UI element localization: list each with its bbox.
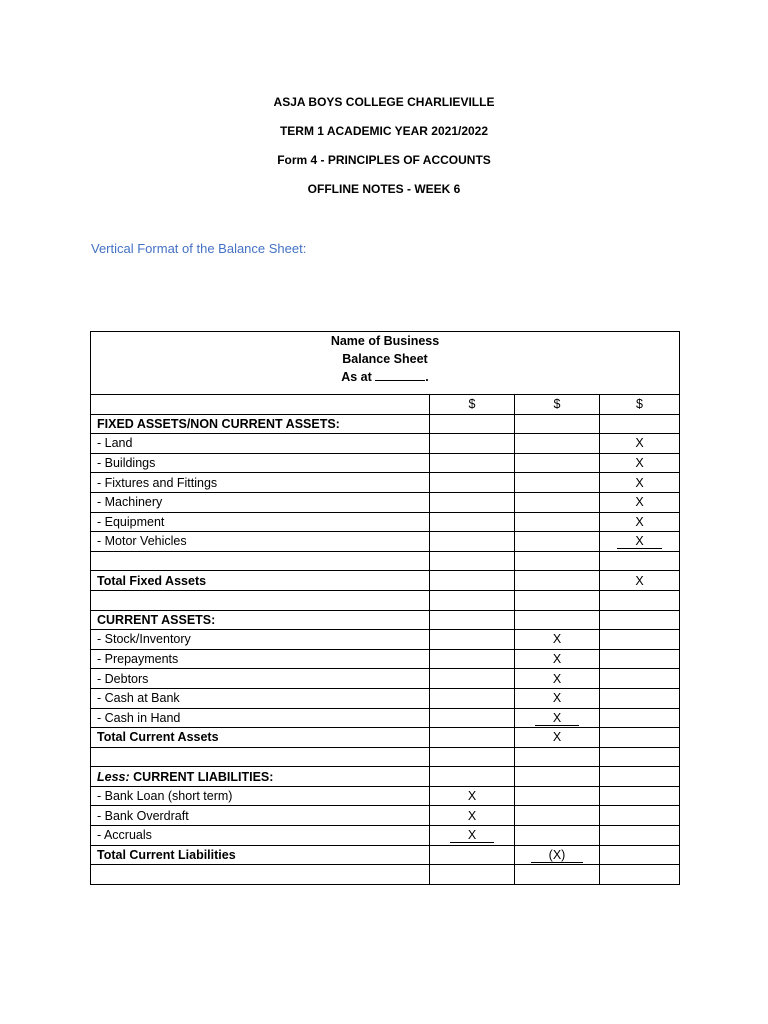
total-current-assets-label: Total Current Assets [91,728,430,748]
less-prefix: Less: [97,769,130,784]
row-mark: X [515,669,600,689]
table-row [91,708,680,728]
row-label: - Machinery [91,492,430,512]
spacer-row [91,747,680,767]
row-mark: X [430,806,515,826]
row-label: - Accruals [91,826,430,846]
table-row [91,512,680,532]
table-row [91,473,680,493]
table-row [91,728,680,748]
current-assets-heading: CURRENT ASSETS: [91,610,430,630]
title-cell [91,332,680,395]
row-label: - Land [91,434,430,454]
row-label: - Equipment [91,512,430,532]
form-line: Form 4 - PRINCIPLES OF ACCOUNTS [277,153,491,167]
row-mark-underlined: X [535,711,579,726]
currency-row [91,395,680,415]
table-row [91,669,680,689]
row-label: - Cash at Bank [91,688,430,708]
row-label: - Bank Loan (short term) [91,786,430,806]
business-name: Name of Business [330,334,440,348]
title-row [91,332,680,395]
row-label: - Fixtures and Fittings [91,473,430,493]
row-mark-underlined: X [617,534,661,549]
section-heading: Vertical Format of the Balance Sheet: [91,241,307,256]
row-label: - Motor Vehicles [91,532,430,552]
table-row [91,610,680,630]
table-row [91,532,680,552]
table-row [91,630,680,650]
as-at-line: As at . [341,370,429,384]
row-mark: X [430,786,515,806]
total-current-liabilities-value: (X) [531,848,584,863]
notes-line: OFFLINE NOTES - WEEK 6 [307,182,461,196]
term-line: TERM 1 ACADEMIC YEAR 2021/2022 [279,124,489,138]
row-mark: X [600,473,680,493]
table-row [91,786,680,806]
table-row [91,434,680,454]
total-current-liabilities-label: Total Current Liabilities [91,845,430,865]
currency-col-3: $ [600,395,680,415]
row-mark: X [600,453,680,473]
row-mark-underlined: X [450,828,494,843]
table-row [91,826,680,846]
total-fixed-assets-value: X [600,571,680,591]
table-row [91,453,680,473]
table-row [91,688,680,708]
table-row [91,649,680,669]
total-current-assets-value: X [515,728,600,748]
statement-name: Balance Sheet [342,352,428,366]
row-mark: X [600,434,680,454]
row-label: - Debtors [91,669,430,689]
row-label: - Bank Overdraft [91,806,430,826]
row-mark: X [600,512,680,532]
table-row [91,414,680,434]
balance-sheet-table [90,331,680,885]
school-name: ASJA BOYS COLLEGE CHARLIEVILLE [273,95,495,109]
table-row [91,492,680,512]
row-mark: X [515,649,600,669]
fixed-assets-heading: FIXED ASSETS/NON CURRENT ASSETS: [91,414,430,434]
spacer-row [91,590,680,610]
total-fixed-assets-label: Total Fixed Assets [91,571,430,591]
spacer-row [91,865,680,885]
currency-col-2: $ [515,395,600,415]
table-row [91,806,680,826]
currency-col-1: $ [430,395,515,415]
row-label: - Buildings [91,453,430,473]
spacer-row [91,551,680,571]
table-row [91,571,680,591]
row-label: - Cash in Hand [91,708,430,728]
row-label: - Prepayments [91,649,430,669]
row-mark: X [600,492,680,512]
row-label: - Stock/Inventory [91,630,430,650]
current-liabilities-heading: Less: CURRENT LIABILITIES: [91,767,430,787]
table-row [91,845,680,865]
row-mark: X [515,630,600,650]
table-row [91,767,680,787]
row-mark: X [515,688,600,708]
